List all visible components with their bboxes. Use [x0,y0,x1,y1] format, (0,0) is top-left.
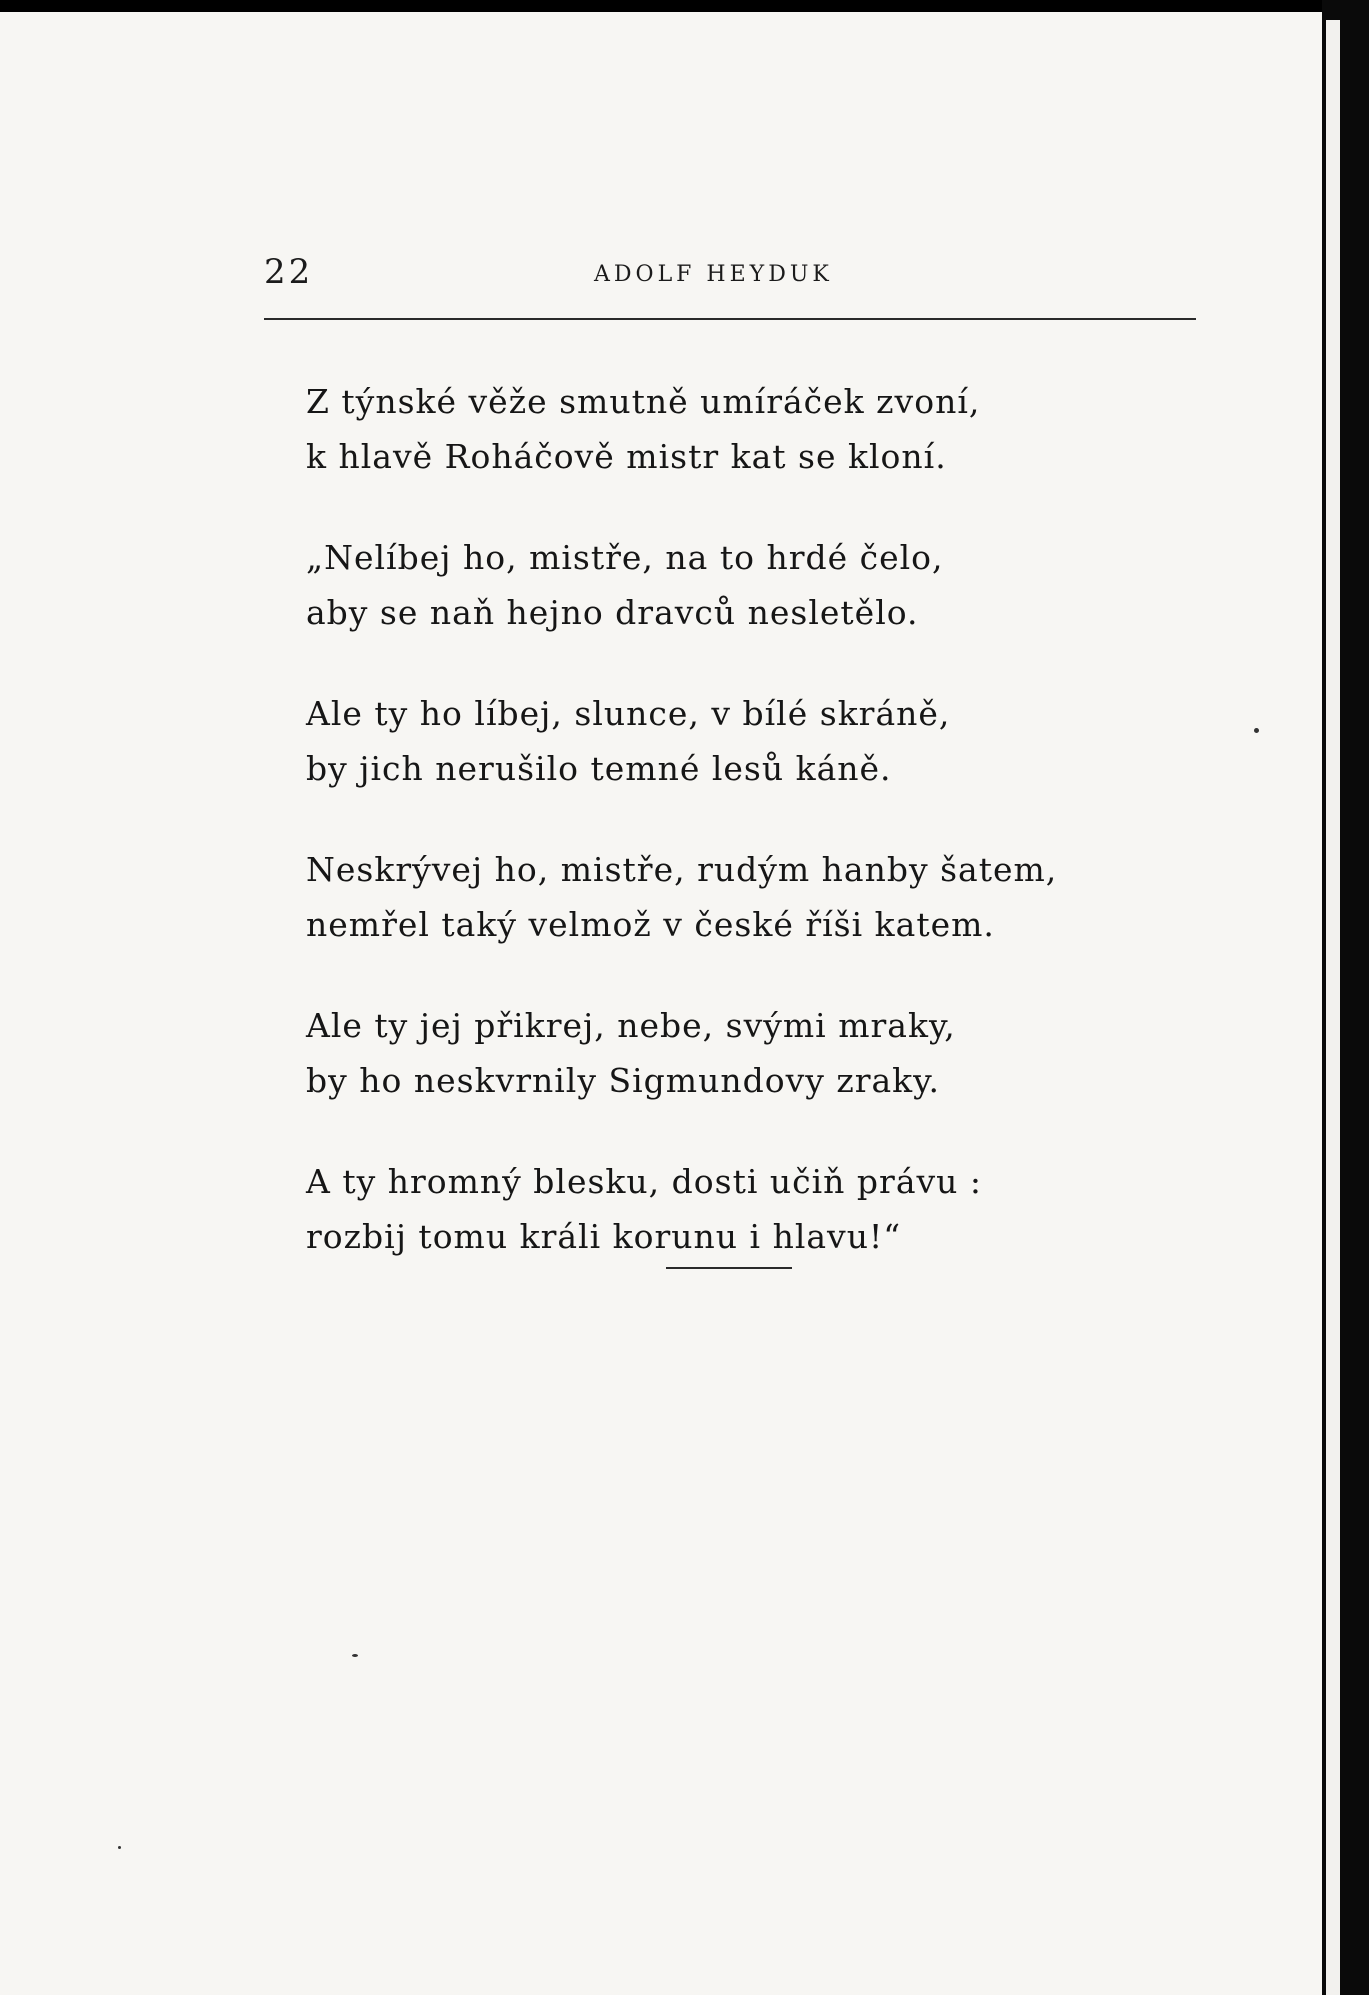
poem-line: Ale ty ho líbej, slunce, v bílé skráně, [306,694,951,733]
scan-edge [1322,0,1369,1995]
stanza [306,530,1166,640]
paper-speck [352,1654,358,1657]
poem-line: by jich nerušilo temné lesů káně. [306,749,892,788]
adjacent-page-edge [1326,20,1340,1995]
poem-line: aby se naň hejno dravců nesletělo. [306,593,919,632]
poem-line: Z týnské věže smutně umíráček zvoní, [306,382,981,421]
paper-speck [1254,728,1259,733]
stanza [306,686,1166,796]
stanza [306,842,1166,952]
poem-line: Neskrývej ho, mistře, rudým hanby šatem, [306,850,1058,889]
poem-line: by ho neskvrnily Sigmundovy zraky. [306,1061,940,1100]
page-number: 22 [264,252,314,292]
stanza [306,998,1166,1108]
header-rule [264,318,1196,320]
poem-line: k hlavě Roháčově mistr kat se kloní. [306,437,947,476]
poem-line: rozbij tomu králi korunu i hlavu!“ [306,1217,902,1256]
poem-line: nemřel taký velmož v české říši katem. [306,905,995,944]
poem-line: A ty hromný blesku, dosti učiň právu : [306,1162,983,1201]
end-rule [666,1267,792,1269]
running-head: ADOLF HEYDUK [594,262,833,287]
stanza [306,1154,1166,1264]
paper-speck [118,1846,121,1849]
book-page [0,12,1322,1995]
poem-line: „Nelíbej ho, mistře, na to hrdé čelo, [306,538,944,577]
poem-line: Ale ty jej přikrej, nebe, svými mraky, [306,1006,956,1045]
poem [306,374,1166,1310]
page-header [264,252,1196,296]
stanza [306,374,1166,484]
